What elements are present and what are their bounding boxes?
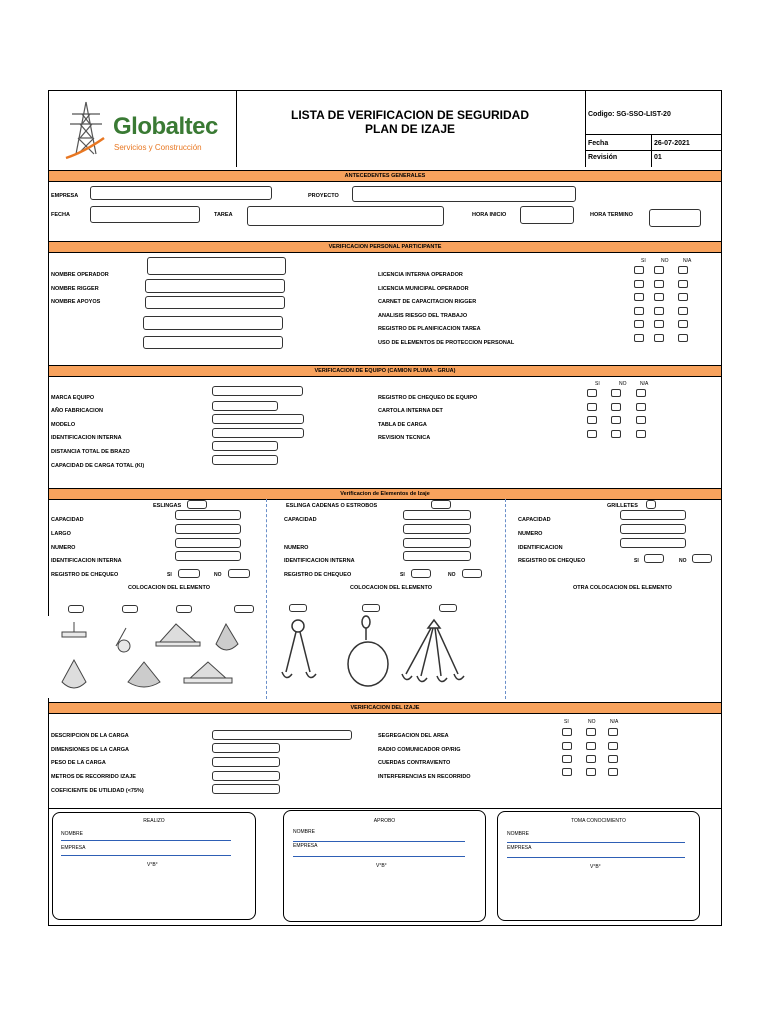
col2-colocacion-label: COLOCACION DEL ELEMENTO: [350, 585, 432, 591]
signature-title: APROBO: [373, 818, 396, 824]
checkbox[interactable]: [611, 416, 621, 424]
chain-illustrations-image: [276, 614, 476, 694]
col1-row-label: REGISTRO DE CHEQUEO: [51, 572, 119, 578]
equipo-left-label: MODELO: [51, 422, 76, 428]
operador-field[interactable]: [147, 257, 286, 275]
metros-field[interactable]: [212, 771, 280, 781]
col1-colocacion-label: COLOCACION DEL ELEMENTO: [128, 585, 210, 591]
grilletes-check[interactable]: [646, 500, 656, 509]
signature-nombre-line[interactable]: [293, 841, 465, 842]
col2-si-label: SI: [400, 572, 405, 578]
checkbox[interactable]: [636, 403, 646, 411]
col3-colocacion-label: OTRA COLOCACION DEL ELEMENTO: [573, 585, 672, 591]
coeficiente-field[interactable]: [212, 784, 280, 794]
sling-illustrations-image: [48, 616, 266, 698]
logo-tagline: Servicios y Construcción: [114, 143, 202, 152]
empresa-label: EMPRESA: [51, 193, 79, 199]
colocacion-check[interactable]: [289, 604, 307, 612]
signature-empresa-line[interactable]: [507, 857, 685, 858]
checkbox[interactable]: [611, 430, 621, 438]
na-header: N/A: [683, 258, 692, 264]
no-header: NO: [588, 719, 596, 725]
personal-right-label: REGISTRO DE PLANIFICACION TAREA: [378, 326, 481, 332]
col1-row-label: LARGO: [51, 531, 71, 537]
col3-numero-field[interactable]: [620, 524, 686, 534]
personal-left-label: NOMBRE APOYOS: [51, 299, 101, 305]
izaje-left-label: COEFICIENTE DE UTILIDAD (<75%): [51, 788, 144, 794]
checkbox[interactable]: [608, 755, 618, 763]
checkbox[interactable]: [654, 334, 664, 342]
checkbox[interactable]: [654, 307, 664, 315]
distancia-field[interactable]: [212, 441, 278, 451]
col2-numero-field[interactable]: [403, 538, 471, 548]
col2-row-label: CAPACIDAD: [284, 517, 317, 523]
col2-extra-field[interactable]: [403, 524, 471, 534]
equipo-right-label: REGISTRO DE CHEQUEO DE EQUIPO: [378, 395, 478, 401]
signature-vb-label: V°B°: [590, 864, 601, 870]
checkbox[interactable]: [587, 430, 597, 438]
identificacion-field[interactable]: [212, 428, 304, 438]
checkbox[interactable]: [634, 266, 644, 274]
checkbox[interactable]: [587, 403, 597, 411]
no-header: NO: [619, 381, 627, 387]
apoyos-field[interactable]: [143, 316, 283, 330]
na-header: N/A: [610, 719, 619, 725]
checkbox[interactable]: [678, 280, 688, 288]
signature-nombre-label: NOMBRE: [507, 831, 529, 837]
checkbox[interactable]: [634, 293, 644, 301]
signature-title: REALIZO: [143, 818, 165, 824]
rigger-field[interactable]: [145, 279, 285, 293]
colocacion-check[interactable]: [439, 604, 457, 612]
personal-left-label: NOMBRE OPERADOR: [51, 272, 109, 278]
header-divider: [651, 134, 652, 167]
si-header: SI: [641, 258, 646, 264]
proyecto-field[interactable]: [352, 186, 576, 202]
checkbox[interactable]: [636, 389, 646, 397]
modelo-field[interactable]: [212, 414, 304, 424]
checkbox[interactable]: [562, 728, 572, 736]
checkbox[interactable]: [634, 280, 644, 288]
apoyos-field[interactable]: [143, 336, 283, 349]
marca-field[interactable]: [212, 386, 303, 396]
checkbox[interactable]: [678, 334, 688, 342]
fecha-field-label: FECHA: [51, 212, 70, 218]
equipo-left-label: CAPACIDAD DE CARGA TOTAL (Kl): [51, 463, 145, 469]
tarea-label: TAREA: [214, 212, 233, 218]
checkbox[interactable]: [634, 334, 644, 342]
na-header: N/A: [640, 381, 649, 387]
si-header: SI: [595, 381, 600, 387]
signature-vb-label: V°B°: [147, 862, 158, 868]
header-divider: [585, 91, 586, 167]
section-equipo-title: VERIFICACION DE EQUIPO (CAMION PLUMA - GRUA): [49, 365, 721, 377]
equipo-left-label: AÑO FABRICACION: [51, 408, 103, 414]
colocacion-check[interactable]: [68, 605, 84, 613]
hora-inicio-label: HORA INICIO: [472, 212, 507, 218]
dimensiones-field[interactable]: [212, 743, 280, 753]
checkbox[interactable]: [678, 266, 688, 274]
signature-nombre-label: NOMBRE: [61, 831, 83, 837]
document-title: LISTA DE VERIFICACION DE SEGURIDAD: [290, 108, 529, 122]
capacidad-field[interactable]: [212, 455, 278, 465]
signature-nombre-line[interactable]: [61, 840, 231, 841]
checkbox[interactable]: [586, 755, 596, 763]
col1-no-check[interactable]: [228, 569, 250, 578]
izaje-right-label: RADIO COMUNICADOR OP/RIG: [378, 747, 461, 753]
header-divider: [586, 134, 721, 135]
signature-vb-label: V°B°: [376, 863, 387, 869]
izaje-right-label: CUERDAS CONTRAVIENTO: [378, 760, 451, 766]
izaje-left-label: METROS DE RECORRIDO IZAJE: [51, 774, 136, 780]
eslingas-heading: ESLINGAS: [153, 503, 182, 509]
izaje-left-label: PESO DE LA CARGA: [51, 760, 106, 766]
personal-right-label: USO DE ELEMENTOS DE PROTECCION PERSONAL: [378, 340, 515, 346]
col1-row-label: NUMERO: [51, 545, 76, 551]
col3-no-check[interactable]: [692, 554, 712, 563]
col2-no-check[interactable]: [462, 569, 482, 578]
hora-termino-field[interactable]: [649, 209, 701, 227]
checkbox[interactable]: [562, 742, 572, 750]
checkbox[interactable]: [634, 320, 644, 328]
fecha-field[interactable]: [90, 206, 200, 223]
signature-title: TOMA CONOCIMIENTO: [571, 818, 626, 824]
grilletes-heading: GRILLETES: [607, 503, 638, 509]
col1-capacidad-field[interactable]: [175, 510, 241, 520]
checkbox[interactable]: [587, 389, 597, 397]
header-divider: [586, 150, 721, 151]
col1-numero-field[interactable]: [175, 538, 241, 548]
personal-right-label: ANALISIS RIESGO DEL TRABAJO: [378, 313, 468, 319]
checkbox[interactable]: [678, 320, 688, 328]
cadenas-heading: ESLINGA CADENAS O ESTROBOS: [286, 503, 378, 509]
col3-no-label: NO: [679, 558, 687, 564]
section-izaje-title: VERIFICACION DEL IZAJE: [49, 702, 721, 714]
fecha-value: 26-07-2021: [654, 140, 690, 147]
signature-nombre-line[interactable]: [507, 842, 685, 843]
signature-empresa-label: EMPRESA: [507, 845, 532, 851]
apoyos-field[interactable]: [145, 296, 285, 309]
checkbox[interactable]: [636, 416, 646, 424]
checkbox[interactable]: [562, 755, 572, 763]
col1-row-label: IDENTIFICACION INTERNA: [51, 558, 122, 564]
equipo-left-label: IDENTIFICACION INTERNA: [51, 435, 122, 441]
col2-no-label: NO: [448, 572, 456, 578]
checkbox[interactable]: [608, 742, 618, 750]
personal-right-label: LICENCIA MUNICIPAL OPERADOR: [378, 286, 469, 292]
equipo-right-label: CARTOLA INTERNA DET: [378, 408, 443, 414]
hora-inicio-field[interactable]: [520, 206, 574, 224]
peso-field[interactable]: [212, 757, 280, 767]
revision-label: Revisión: [588, 154, 618, 161]
equipo-right-label: REVISION TECNICA: [378, 435, 431, 441]
equipo-right-label: TABLA DE CARGA: [378, 422, 427, 428]
ano-field[interactable]: [212, 401, 278, 411]
checkbox[interactable]: [586, 768, 596, 776]
personal-right-label: CARNET DE CAPACITACION RIGGER: [378, 299, 477, 305]
izaje-left-label: DIMENSIONES DE LA CARGA: [51, 747, 130, 753]
checkbox[interactable]: [634, 307, 644, 315]
signature-nombre-label: NOMBRE: [293, 829, 315, 835]
checkbox[interactable]: [586, 728, 596, 736]
signature-empresa-line[interactable]: [61, 855, 231, 856]
col3-row-label: CAPACIDAD: [518, 517, 551, 523]
codigo-label: Codigo: SG-SSO-LIST-20: [588, 111, 671, 118]
tarea-field[interactable]: [247, 206, 444, 226]
checkbox[interactable]: [587, 416, 597, 424]
col1-no-label: NO: [214, 572, 222, 578]
checkbox[interactable]: [678, 307, 688, 315]
col3-capacidad-field[interactable]: [620, 510, 686, 520]
proyecto-label: PROYECTO: [308, 193, 339, 199]
column-divider: [266, 499, 267, 699]
logo-tower-icon: [62, 98, 110, 162]
checkbox[interactable]: [586, 742, 596, 750]
personal-right-label: LICENCIA INTERNA OPERADOR: [378, 272, 463, 278]
checkbox[interactable]: [636, 430, 646, 438]
col2-capacidad-field[interactable]: [403, 510, 471, 520]
col2-row-label: REGISTRO DE CHEQUEO: [284, 572, 352, 578]
checkbox[interactable]: [678, 293, 688, 301]
checkbox[interactable]: [654, 293, 664, 301]
signature-empresa-line[interactable]: [293, 856, 465, 857]
col1-row-label: CAPACIDAD: [51, 517, 84, 523]
col2-identificacion-field[interactable]: [403, 551, 471, 561]
signature-empresa-label: EMPRESA: [293, 843, 318, 849]
section-elementos-title: Verificacion de Elementos de Izaje: [49, 488, 721, 500]
izaje-right-label: INTERFERENCIAS EN RECORRIDO: [378, 774, 471, 780]
checkbox[interactable]: [611, 389, 621, 397]
personal-left-label: NOMBRE RIGGER: [51, 286, 99, 292]
document-subtitle: PLAN DE IZAJE: [364, 122, 455, 136]
col2-si-check[interactable]: [411, 569, 431, 578]
si-header: SI: [564, 719, 569, 725]
col3-si-check[interactable]: [644, 554, 664, 563]
izaje-right-label: SEGREGACION DEL AREA: [378, 733, 449, 739]
checkbox[interactable]: [654, 320, 664, 328]
no-header: NO: [661, 258, 669, 264]
col3-si-label: SI: [634, 558, 639, 564]
checkbox[interactable]: [608, 728, 618, 736]
col1-identificacion-field[interactable]: [175, 551, 241, 561]
izaje-left-label: DESCRIPCION DE LA CARGA: [51, 733, 129, 739]
checkbox[interactable]: [611, 403, 621, 411]
col1-largo-field[interactable]: [175, 524, 241, 534]
revision-value: 01: [654, 154, 662, 161]
equipo-left-label: DISTANCIA TOTAL DE BRAZO: [51, 449, 130, 455]
checkbox[interactable]: [562, 768, 572, 776]
checkbox[interactable]: [654, 266, 664, 274]
section-personal-title: VERIFICACION PERSONAL PARTICIPANTE: [49, 241, 721, 253]
descripcion-field[interactable]: [212, 730, 352, 740]
col1-si-label: SI: [167, 572, 172, 578]
cadenas-check[interactable]: [431, 500, 451, 509]
eslingas-check[interactable]: [187, 500, 207, 509]
checkbox[interactable]: [608, 768, 618, 776]
checkbox[interactable]: [654, 280, 664, 288]
fecha-label: Fecha: [588, 140, 609, 147]
hora-termino-label: HORA TERMINO: [590, 212, 633, 218]
col3-row-label: NUMERO: [518, 531, 543, 537]
col2-row-label: IDENTIFICACION INTERNA: [284, 558, 355, 564]
col3-row-label: REGISTRO DE CHEQUEO: [518, 558, 586, 564]
empresa-field[interactable]: [90, 186, 272, 200]
signature-empresa-label: EMPRESA: [61, 845, 86, 851]
colocacion-check[interactable]: [176, 605, 192, 613]
equipo-left-label: MARCA EQUIPO: [51, 395, 95, 401]
col2-row-label: NUMERO: [284, 545, 309, 551]
colocacion-check[interactable]: [234, 605, 254, 613]
firmas-divider: [49, 808, 721, 809]
column-divider: [505, 499, 506, 699]
colocacion-check[interactable]: [362, 604, 380, 612]
col3-identificacion-field[interactable]: [620, 538, 686, 548]
colocacion-check[interactable]: [122, 605, 138, 613]
section-antecedentes-title: ANTECEDENTES GENERALES: [49, 170, 721, 182]
col3-row-label: IDENTIFICACION: [518, 545, 563, 551]
col1-si-check[interactable]: [178, 569, 200, 578]
logo-name: Globaltec: [113, 113, 218, 140]
